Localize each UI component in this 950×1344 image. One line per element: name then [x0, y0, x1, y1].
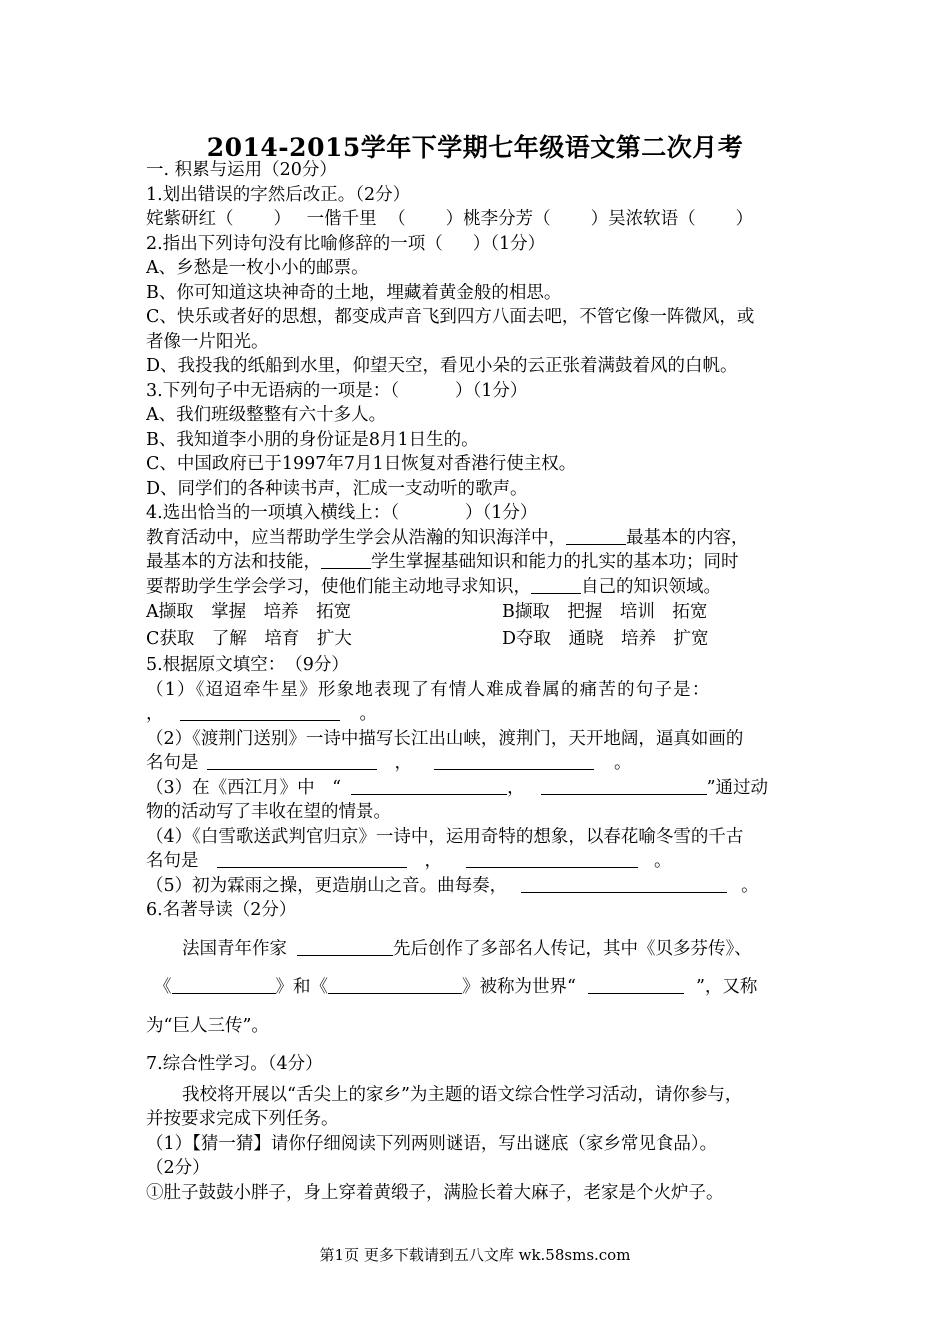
- answer-blank[interactable]: [521, 874, 727, 893]
- q2-option-a: A、乡愁是一枚小小的邮票。: [146, 258, 369, 278]
- q4-passage-line-1: 教育活动中，应当帮助学生学会从浩瀚的知识海洋中， 最基本的内容，: [146, 527, 749, 548]
- question-5-stem: 5.根据原文填空： （9分）: [146, 655, 349, 675]
- q4-option-a: A撷取 掌握 培养 拓宽: [146, 602, 352, 622]
- q6-line-1: 法国青年作家 先后创作了多部名人传记，其中《贝多芬传》、: [182, 938, 752, 959]
- page-title: 2014-2015学年下学期七年级语文第二次月考: [206, 133, 744, 162]
- question-4-stem: 4.选出恰当的一项填入横线上：（ ）（1分）: [146, 503, 538, 523]
- q3-option-d: D、同学们的各种读书声，汇成一支动听的歌声。: [146, 478, 528, 499]
- q2-option-b: B、你可知道这块神奇的土地，埋藏着黄金般的相思。: [146, 282, 562, 303]
- q5-sub-3: （3）在《西江月》中 “ ， ”通过动: [146, 777, 769, 798]
- answer-blank[interactable]: [297, 937, 393, 956]
- answer-blank[interactable]: [328, 975, 462, 994]
- answer-blank[interactable]: [434, 751, 594, 770]
- q6-line-2: 《 》和《 》被称为世界“ ”，又称: [154, 977, 758, 997]
- q4-passage-line-3: 要帮助学生学会学习，使他们能主动地寻求知识， 自己的知识领域。: [146, 576, 721, 597]
- q4-passage-line-2: 最基本的方法和技能， 学生掌握基础知识和能力的扎实的基本功；同时: [146, 552, 739, 572]
- q7-riddle-1: ①肚子鼓鼓小胖子，身上穿着黄缎子，满脸长着大麻子，老家是个火炉子。: [146, 1182, 724, 1203]
- page-footer: 第1页 更多下载请到五八文库 wk.58sms.com: [319, 1246, 631, 1264]
- answer-blank[interactable]: [172, 975, 276, 994]
- q2-option-c-cont: 者像一片阳光。: [146, 331, 269, 352]
- question-1-stem: 1.划出错误的字然后改正。（2分）: [146, 184, 411, 205]
- q3-option-a: A、我们班级整整有六十多人。: [146, 405, 387, 425]
- q5-sub-1-blanks: ， 。: [146, 704, 377, 724]
- q4-option-b: B撷取 把握 培训 拓宽: [502, 602, 708, 622]
- q7-sub-1-points: （2分）: [146, 1158, 210, 1178]
- answer-blank[interactable]: [566, 526, 626, 545]
- question-3-stem: 3.下列句子中无语病的一项是：（ ）（1分）: [146, 380, 528, 401]
- answer-blank[interactable]: [466, 849, 638, 868]
- q4-options-row-2: [146, 626, 816, 653]
- q6-line-3: 为“巨人三传”。: [146, 1015, 269, 1036]
- q5-sub-1: （1）《迢迢牵牛星》形象地表现了有情人难成眷属的痛苦的句子是：: [146, 679, 711, 700]
- q5-sub-3-cont: 物的活动写了丰收在望的情景。: [146, 802, 391, 822]
- question-6-stem: 6.名著导读（2分）: [146, 900, 297, 920]
- answer-blank[interactable]: [321, 550, 371, 569]
- q4-option-d: D夺取 通晓 培养 扩宽: [502, 629, 709, 649]
- q4-option-c: C获取 了解 培育 扩大: [146, 629, 352, 649]
- question-7-stem: 7.综合性学习。（4分）: [146, 1054, 323, 1074]
- q1-paren-close: ）: [445, 209, 464, 229]
- q3-option-c: C、中国政府已于1997年7月1日恢复对香港行使主权。: [146, 454, 577, 474]
- q7-paragraph-1: 我校将开展以“舌尖上的家乡”为主题的语文综合性学习活动，请你参与，: [182, 1084, 743, 1105]
- q5-sub-2: （2）《渡荆门送别》一诗中描写长江出山峡，渡荆门，天开地阔，逼真如画的: [146, 728, 744, 749]
- answer-blank[interactable]: [588, 975, 684, 994]
- q7-paragraph-2: 并按要求完成下列任务。: [146, 1109, 339, 1129]
- q5-sub-5: （5）初为霖雨之操，更造崩山之音。曲每奏， 。: [146, 875, 759, 896]
- q1-paren-close: ）: [735, 209, 754, 229]
- question-1-items: [146, 207, 816, 232]
- q5-sub-4-blanks: 名句是 ， 。: [146, 851, 672, 871]
- q2-option-d: D、我投我的纸船到水里，仰望天空，看见小朵的云正张着满鼓着风的白帆。: [146, 356, 738, 376]
- exam-content: [146, 158, 816, 1205]
- q5-sub-4: （4）《白雪歌送武判官归京》一诗中，运用奇特的想象，以春花喻冬雪的千古: [146, 826, 744, 847]
- q3-option-b: B、我知道李小朋的身份证是8月1日生的。: [146, 429, 479, 450]
- q1-item-2: 一偕千里: [306, 209, 377, 229]
- q1-item-1: 姹紫研红（: [146, 209, 234, 229]
- section-heading: 一. 积累与运用（20分）: [146, 160, 337, 180]
- q4-options-row-1: [146, 599, 816, 626]
- q1-item-3: 桃李分芳（: [463, 209, 551, 229]
- q1-item-4: 吴浓软语（: [608, 209, 696, 229]
- question-2-stem: 2.指出下列诗句没有比喻修辞的一项（ ）（1分）: [146, 233, 546, 254]
- q5-sub-2-blanks: 名句是 ， 。: [146, 753, 632, 773]
- answer-blank[interactable]: [351, 776, 507, 795]
- answer-blank[interactable]: [541, 776, 707, 795]
- answer-blank[interactable]: [217, 849, 407, 868]
- q7-sub-1: （1）【猜一猜】请你仔细阅读下列两则谜语，写出谜底（家乡常见食品）。: [146, 1133, 718, 1154]
- q1-paren-close: ）: [590, 209, 609, 229]
- q2-option-c: C、快乐或者好的思想，都变成声音飞到四方八面去吧，不管它像一阵微风，或: [146, 307, 755, 327]
- q1-paren-close: ）: [273, 209, 291, 229]
- answer-blank[interactable]: [531, 575, 581, 594]
- q1-paren-open: （: [388, 209, 406, 229]
- answer-blank[interactable]: [180, 702, 340, 721]
- answer-blank[interactable]: [207, 751, 377, 770]
